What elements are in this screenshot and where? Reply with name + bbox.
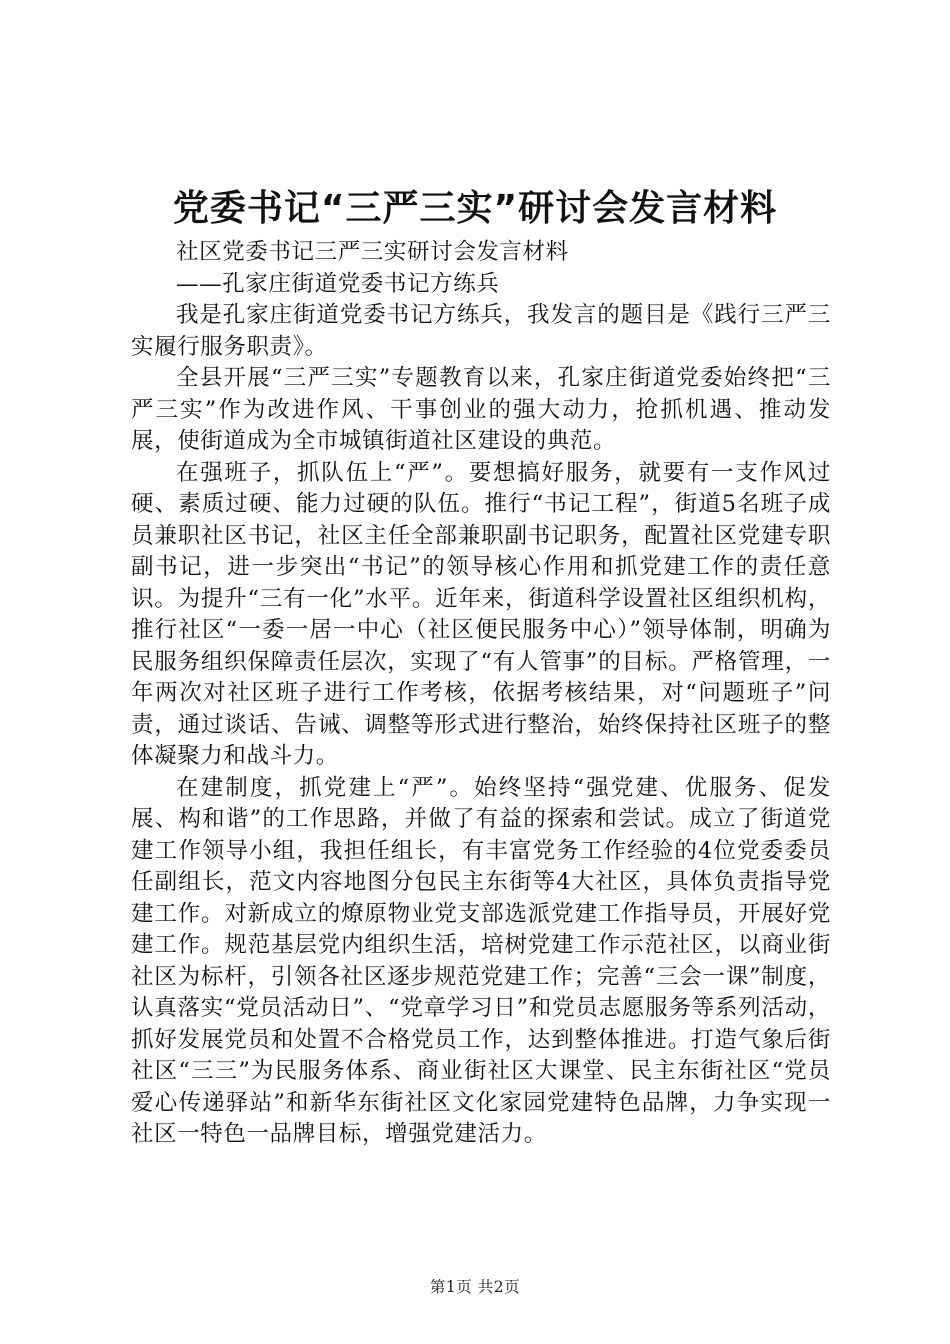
paragraph-intro: 我是孔家庄街道党委书记方练兵，我发言的题目是《践行三严三实履行服务职责》。 bbox=[131, 302, 831, 360]
document-byline: ——孔家庄街道党委书记方练兵 bbox=[176, 270, 500, 297]
paragraph-party-building: 在建制度，抓党建上“严”。始终坚持“强党建、优服务、促发展、构和谐”的工作思路，并做了有益的探索和尝试。成立了街道党建工作领导小组，我担任组长，有丰富党务工作经验的4位党委委员任副组长，范文内容地图分包民主东街等4大社区，具体负责指导党建工作。对新成立的燎原物业党支部选派党建工作指导员，开展好党建工作。规范基层党内组织生活，培树党建工作示范社区，以商业街社区为标杆，引领各社区逐步规范党建工作；完善“三会一课”制度，认真落实“党员活动日”、“党章学习日”和党员志愿服务等系列活动，抓好发展党员和处置不合格党员工作，达到整体推进。打造气象后街社区“三三”为民服务体系、商业街社区大课堂、民主东街社区“党员爱心传递驿站”和新华东街社区文化家园党建特色品牌，力争实现一社区一特色一品牌目标，增强党建活力。 bbox=[131, 774, 831, 1147]
document-body bbox=[131, 237, 831, 1151]
paragraph-background: 全县开展“三严三实”专题教育以来，孔家庄街道党委始终把“三严三实”作为改进作风、干事创业的强大动力，抢抓机遇、推动发展，使街道成为全市城镇街道社区建设的典范。 bbox=[131, 365, 831, 454]
document-subtitle: 社区党委书记三严三实研讨会发言材料 bbox=[176, 239, 569, 265]
paragraph-team-building: 在强班子，抓队伍上“严”。要想搞好服务，就要有一支作风过硬、素质过硬、能力过硬的队伍。推行“书记工程”，街道5名班子成员兼职社区书记，社区主任全部兼职副书记职务，配置社区党建专职副书记，进一步突出“书记”的领导核心作用和抓党建工作的责任意识。为提升“三有一化”水平。近年来，街道科学设置社区组织机构，推行社区“一委一居一中心（社区便民服务中心）”领导体制，明确为民服务组织保障责任层次，实现了“有人管事”的目标。严格管理，一年两次对社区班子进行工作考核，依据考核结果，对“问题班子”问责，通过谈话、告诫、调整等形式进行整治，始终保持社区班子的整体凝聚力和战斗力。 bbox=[131, 459, 831, 769]
page-number-footer: 第1页 共2页 bbox=[429, 1278, 521, 1296]
document-title: 党委书记“三严三实”研讨会发言材料 bbox=[172, 188, 778, 229]
